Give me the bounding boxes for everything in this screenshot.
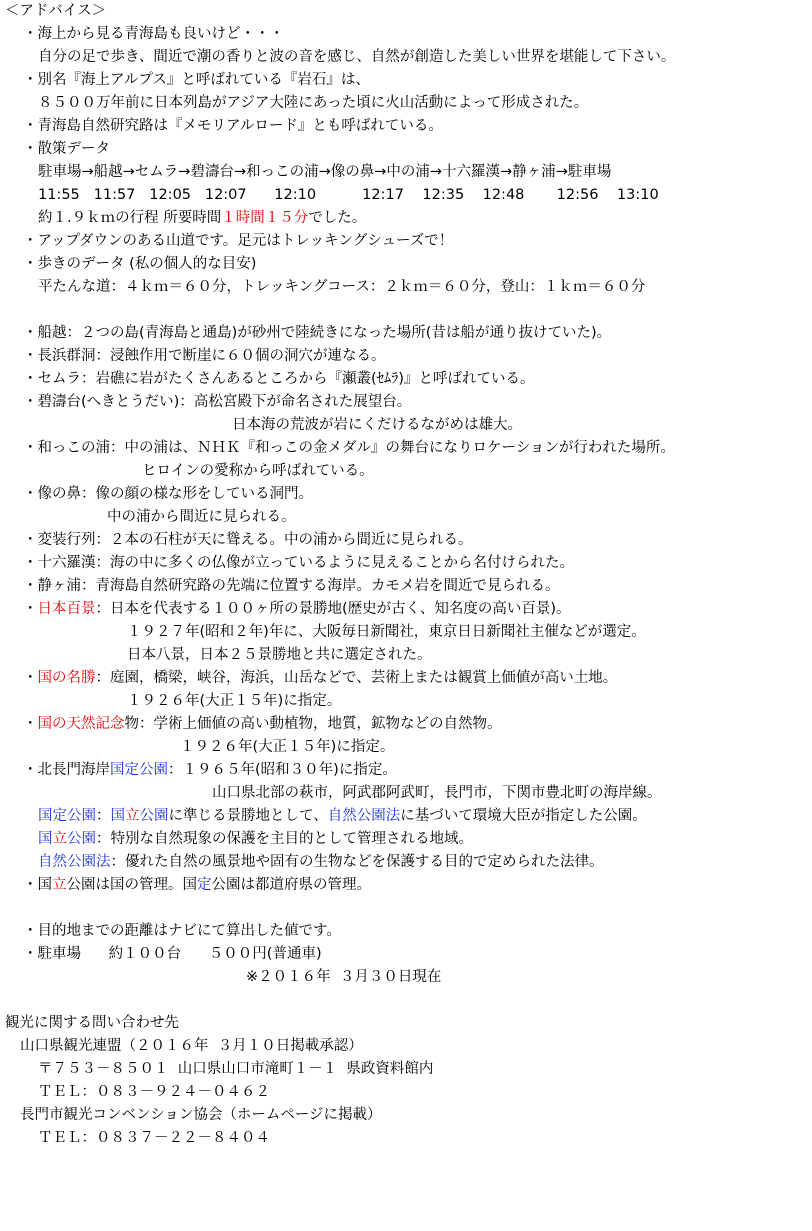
text-line bbox=[23, 759, 397, 781]
text-line bbox=[38, 805, 647, 827]
text-line bbox=[38, 184, 659, 206]
line-text: 山口県北部の萩市，阿武郡阿武町，長門市，下関市豊北町の海岸線。 bbox=[212, 785, 662, 801]
line-text: 日本海の荒波が岩にくだけるながめは雄大。 bbox=[232, 417, 522, 433]
highlighted-term: 自然公園法 bbox=[38, 854, 111, 870]
text-line bbox=[232, 414, 522, 436]
line-text: 日本八景，日本２５景勝地と共に選定された。 bbox=[127, 647, 432, 663]
line-text: ：特別な自然現象の保護を主目的として管理される地域。 bbox=[96, 831, 473, 847]
text-line bbox=[38, 828, 473, 850]
text-line bbox=[23, 483, 313, 505]
text-line bbox=[20, 1104, 382, 1126]
text-line bbox=[23, 529, 473, 551]
line-text: 〒７５３－８５０１ 山口県山口市滝町１－１ 県政資料館内 bbox=[38, 1061, 434, 1077]
line-text: 自分の足で歩き、間近で潮の香りと波の音を感じ、自然が創造した美しい世界を堪能して下さい。 bbox=[38, 49, 676, 65]
line-text: に基づいて環境大臣が指定した公園。 bbox=[400, 808, 647, 824]
text-line bbox=[38, 207, 366, 229]
text-line bbox=[20, 1035, 363, 1057]
line-text: ・青海島自然研究路は『メモリアルロード』とも呼ばれている。 bbox=[23, 118, 443, 134]
text-line bbox=[38, 92, 588, 114]
text-line bbox=[38, 1127, 270, 1149]
text-line bbox=[23, 437, 675, 459]
line-text: 約１.９ｋｍの行程 所要時間 bbox=[38, 210, 222, 226]
text-line bbox=[5, 1012, 179, 1034]
text-line bbox=[127, 644, 432, 666]
line-text: ・海上から見る青海島も良いけど・・・ bbox=[23, 26, 284, 42]
line-text: 長門市観光コンベンション協会（ホームページに掲載） bbox=[20, 1107, 382, 1123]
line-text: ・国 bbox=[23, 877, 52, 893]
line-text: ・和っこの浦：中の浦は、ＮＨＫ『和っこの金メダル』の舞台になりロケーションが行われた場所。 bbox=[23, 440, 675, 456]
line-text: 平たんな道：４ｋｍ＝６０分，トレッキングコース：２ｋｍ＝６０分，登山：１ｋｍ＝６０分 bbox=[38, 279, 646, 295]
line-text: １９２６年(大正１５年)に指定。 bbox=[180, 739, 395, 755]
text-line bbox=[142, 460, 374, 482]
text-line bbox=[23, 552, 574, 574]
line-text: ・散策データ bbox=[23, 141, 110, 157]
highlighted-term: 定 bbox=[197, 877, 212, 893]
text-line bbox=[23, 230, 453, 252]
text-line bbox=[246, 966, 441, 988]
highlighted-term: 国 bbox=[38, 831, 53, 847]
text-line bbox=[23, 391, 411, 413]
text-line bbox=[23, 69, 370, 91]
line-text: ８５００万年前に日本列島がアジア大陸にあった頃に火山活動によって形成された。 bbox=[38, 95, 589, 111]
line-text: ・歩きのデータ (私の個人的な目安) bbox=[23, 256, 257, 272]
highlighted-term: 立 bbox=[52, 877, 67, 893]
text-line bbox=[23, 368, 535, 390]
line-text: 公園は国の管理。国 bbox=[66, 877, 197, 893]
line-text: ：１９６５年(昭和３０年)に指定。 bbox=[168, 762, 397, 778]
text-line bbox=[23, 138, 110, 160]
highlighted-term: １時間１５分 bbox=[221, 210, 309, 226]
line-text: ・ bbox=[23, 601, 38, 617]
text-line bbox=[38, 851, 604, 873]
text-line bbox=[107, 506, 296, 528]
line-text: 観光に関する問い合わせ先 bbox=[5, 1015, 179, 1031]
text-line bbox=[38, 1081, 270, 1103]
line-text: ：庭園，橋梁，峡谷，海浜，山岳などで、芸術上または観賞上価値が高い土地。 bbox=[95, 670, 618, 686]
text-line bbox=[38, 1058, 433, 1080]
highlighted-term: 国の名勝 bbox=[37, 670, 96, 686]
text-line bbox=[38, 276, 645, 298]
text-line bbox=[180, 736, 394, 758]
line-text: ・目的地までの距離はナビにて算出した値です。 bbox=[23, 923, 341, 939]
line-text: 11:55 11:57 12:05 12:07 12:10 12:17 12:35 12:48 12:56 13:10 bbox=[38, 187, 659, 203]
highlighted-term: 立 bbox=[52, 831, 67, 847]
line-text: ＜アドバイス＞ bbox=[5, 3, 107, 19]
text-line bbox=[23, 253, 256, 275]
line-text: ・アップダウンのある山道です。足元はトレッキングシューズで！ bbox=[23, 233, 454, 249]
highlighted-term: 国の天然記念 bbox=[37, 716, 125, 732]
highlighted-term: 国 bbox=[110, 808, 125, 824]
highlighted-term: 日本百景 bbox=[37, 601, 96, 617]
line-text: ・像の鼻：像の顔の様な形をしている洞門。 bbox=[23, 486, 313, 502]
line-text: ＴＥＬ：０８３７－２２－８４０４ bbox=[38, 1130, 270, 1146]
line-text: ヒロインの愛称から呼ばれている。 bbox=[142, 463, 374, 479]
text-line bbox=[23, 23, 284, 45]
text-line bbox=[23, 345, 386, 367]
line-text: でした。 bbox=[308, 210, 367, 226]
text-line bbox=[127, 690, 341, 712]
line-text: ・北長門海岸 bbox=[23, 762, 110, 778]
highlighted-term: 公園 bbox=[139, 808, 169, 824]
text-line bbox=[5, 0, 106, 22]
highlighted-term: 国定公園 bbox=[38, 808, 96, 824]
text-line bbox=[127, 621, 646, 643]
line-text: ： bbox=[96, 808, 111, 824]
line-text: ・駐車場 約１００台 ５００円(普通車) bbox=[23, 946, 322, 962]
highlighted-term: 立 bbox=[125, 808, 140, 824]
line-text: １９２７年(昭和２年)年に、大阪毎日新聞社，東京日日新聞社主催などが選定。 bbox=[127, 624, 646, 640]
line-text: ・碧濤台(へきとうだい)：高松宮殿下が命名された展望台。 bbox=[23, 394, 412, 410]
line-text: ・ bbox=[23, 670, 38, 686]
highlighted-term: 自然公園法 bbox=[327, 808, 401, 824]
line-text: ：優れた自然の風景地や固有の生物などを保護する目的で定められた法律。 bbox=[110, 854, 604, 870]
line-text: ・セムラ：岩礁に岩がたくさんあるところから『瀬叢(ｾﾑﾗ)』と呼ばれている。 bbox=[23, 371, 535, 387]
line-text: 物：学術上価値の高い動植物，地質，鉱物などの自然物。 bbox=[124, 716, 502, 732]
line-text: ＴＥＬ：０８３－９２４－０４６２ bbox=[38, 1084, 270, 1100]
highlighted-term: 国定公園 bbox=[110, 762, 168, 778]
line-text: 駐車場→船越→セムラ→碧濤台→和っこの浦→像の鼻→中の浦→十六羅漢→静ヶ浦→駐車場 bbox=[38, 164, 612, 180]
text-line bbox=[23, 115, 443, 137]
line-text: ：日本を代表する１００ヶ所の景勝地(歴史が古く、知名度の高い百景)。 bbox=[95, 601, 571, 617]
text-line bbox=[23, 943, 322, 965]
text-line bbox=[23, 920, 341, 942]
line-text: ・十六羅漢：海の中に多くの仏像が立っているように見えることから名付けられた。 bbox=[23, 555, 574, 571]
line-text: 公園は都道府県の管理。 bbox=[211, 877, 371, 893]
line-text: ・船越：２つの島(青海島と通島)が砂州で陸続きになった場所(昔は船が通り抜けていた)。 bbox=[23, 325, 612, 341]
text-line bbox=[23, 322, 611, 344]
line-text: 山口県観光連盟（２０１６年 ３月１０日掲載承認） bbox=[20, 1038, 363, 1054]
text-line bbox=[23, 667, 617, 689]
line-text: ※２０１６年 ３月３０日現在 bbox=[246, 969, 442, 985]
line-text: に準じる景勝地として、 bbox=[168, 808, 328, 824]
line-text: 中の浦から間近に見られる。 bbox=[107, 509, 296, 525]
line-text: ・別名『海上アルプス』と呼ばれている『岩石』は、 bbox=[23, 72, 370, 88]
text-line bbox=[23, 598, 571, 620]
line-text: ・変装行列：２本の石柱が天に聳える。中の浦から間近に見られる。 bbox=[23, 532, 473, 548]
text-line bbox=[23, 575, 560, 597]
line-text: １９２６年(大正１５年)に指定。 bbox=[127, 693, 342, 709]
text-line bbox=[38, 46, 675, 68]
text-line bbox=[38, 161, 611, 183]
line-text: ・長浜群洞：浸蝕作用で断崖に６０個の洞穴が連なる。 bbox=[23, 348, 386, 364]
text-line bbox=[23, 713, 502, 735]
line-text: ・ bbox=[23, 716, 38, 732]
text-line bbox=[23, 874, 371, 896]
text-line bbox=[212, 782, 662, 804]
line-text: ・静ヶ浦：青海島自然研究路の先端に位置する海岸。カモメ岩を間近で見られる。 bbox=[23, 578, 560, 594]
highlighted-term: 公園 bbox=[67, 831, 96, 847]
